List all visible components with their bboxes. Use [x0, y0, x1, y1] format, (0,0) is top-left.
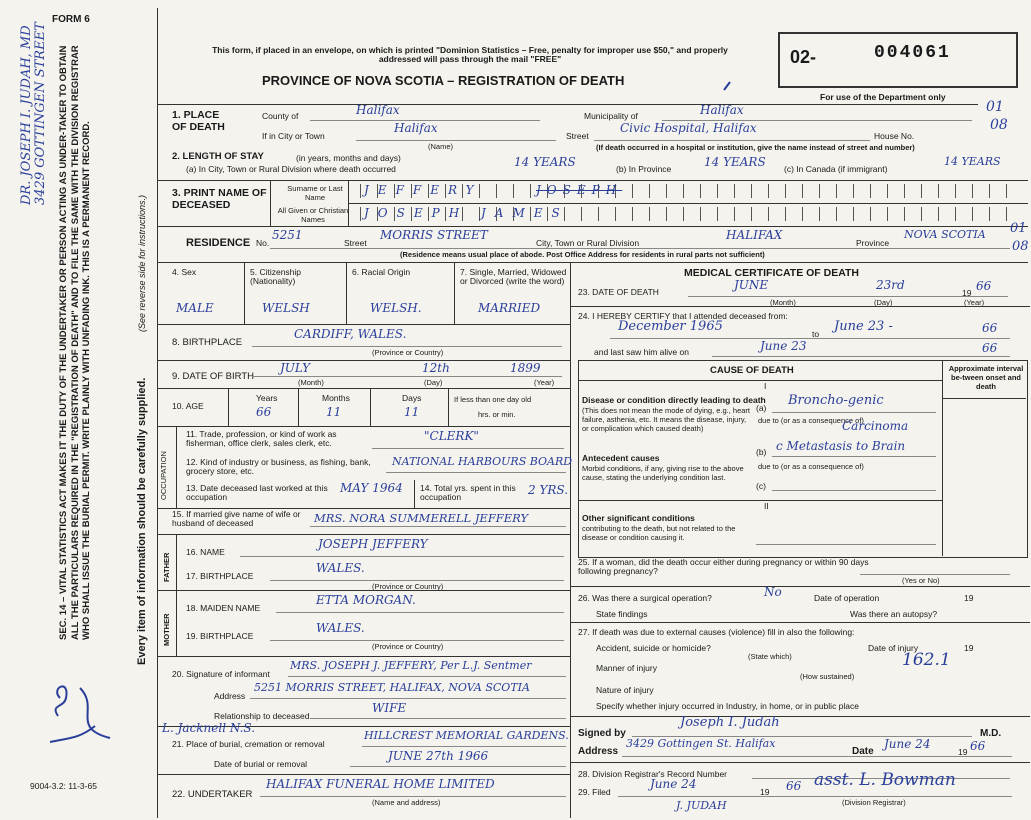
marital-status-value: MARRIED	[478, 301, 541, 315]
mother-side-label: MOTHER	[162, 613, 171, 646]
last-worked-value: MAY 1964	[340, 481, 403, 495]
place-of-death-label: 1. PLACE OF DEATH	[172, 109, 225, 133]
less-day-label: If less than one day old	[454, 395, 532, 404]
filed-label: 29. Filed	[578, 787, 611, 797]
cause-c-marker: (c)	[756, 481, 766, 491]
pregnancy-label: 25. If a woman, did the death occur either during pregnancy or within 90 days following pregnancy?	[578, 557, 869, 577]
informant-address: 5251 MORRIS STREET, HALIFAX, NOVA SCOTIA	[254, 681, 530, 694]
undertaker-caption: (Name and address)	[372, 798, 441, 807]
cause-of-death-header: CAUSE OF DEATH	[710, 365, 794, 376]
residence-province-value: NOVA SCOTIA	[904, 228, 986, 241]
reg-prefix: 02-	[790, 47, 817, 67]
birthplace-value: CARDIFF, WALES.	[294, 327, 407, 341]
cause-a-value: Broncho-genic	[788, 393, 884, 408]
spouse-value: MRS. NORA SUMMERELL JEFFERY	[314, 511, 529, 525]
father-birthplace-value: WALES.	[316, 561, 365, 575]
signed-by-label: Signed by	[578, 728, 626, 739]
md-label: M.D.	[980, 728, 1002, 739]
print-name-label: 3. PRINT NAME OF DECEASED	[172, 187, 267, 211]
mother-birthplace-value: WALES.	[316, 621, 365, 635]
injury-year-prefix: 19	[964, 643, 974, 653]
mother-name-label: 18. MAIDEN NAME	[186, 603, 261, 613]
last-worked-label: 13. Date deceased last worked at this occupation	[186, 483, 328, 503]
death-street-value: Civic Hospital, Halifax	[620, 121, 757, 135]
signed-year: 66	[970, 739, 986, 753]
hrs-min-label: hrs. or min.	[478, 410, 516, 419]
dod-year-prefix: 19	[962, 288, 972, 298]
city-value: Halifax	[394, 121, 438, 135]
supply-notice: Every item of information should be carefully supplied.	[136, 377, 148, 665]
state-which-caption: (State which)	[748, 652, 792, 661]
date-of-death-label: 23. DATE OF DEATH	[578, 287, 659, 297]
antecedent-label: Antecedent causes	[582, 453, 660, 463]
age-months-label: Months	[322, 393, 350, 403]
city-label: If in City or Town	[262, 131, 325, 141]
filed-year: 66	[786, 779, 802, 793]
reg-number: 004061	[874, 43, 951, 63]
dod-year: 66	[976, 279, 992, 293]
signed-date: June 24	[884, 737, 931, 751]
signed-date-label: Date	[852, 746, 874, 757]
burial-date-label: Date of burial or removal	[214, 759, 308, 769]
medical-certificate-header: MEDICAL CERTIFICATE OF DEATH	[684, 267, 859, 279]
municipality-label: Municipality of	[584, 111, 638, 121]
county-value: Halifax	[356, 103, 400, 117]
racial-origin-value: WELSH.	[370, 301, 422, 315]
cause-a-continued: Carcinoma	[842, 419, 909, 433]
residence-no-label: No.	[256, 238, 270, 248]
dod-month: JUNE	[734, 278, 769, 292]
birthplace-label: 8. BIRTHPLACE	[172, 337, 243, 348]
residence-no-value: 5251	[272, 228, 303, 242]
surname-value: JEFFERY	[364, 183, 483, 197]
dod-day-caption: (Day)	[874, 298, 893, 307]
stay-a-value: 14 YEARS	[514, 155, 576, 169]
direct-cause-label: Disease or condition directly leading to death	[582, 395, 766, 405]
dept-code-4: 08	[1012, 239, 1029, 254]
undertaker-value: HALIFAX FUNERAL HOME LIMITED	[266, 777, 495, 791]
burial-place-value: HILLCREST MEMORIAL GARDENS.	[364, 729, 569, 742]
sex-label: 4. Sex	[172, 267, 197, 277]
dob-label: 9. DATE OF BIRTH	[172, 371, 254, 382]
department-use-label: For use of the Department only	[820, 92, 946, 102]
how-sustained-caption: (How sustained)	[800, 672, 855, 681]
dod-month-caption: (Month)	[770, 298, 796, 307]
margin-initials-scrawl	[40, 668, 130, 748]
street-label: Street	[566, 131, 589, 141]
father-side-label: FATHER	[162, 552, 171, 582]
age-months: 11	[326, 405, 342, 419]
accident-label: Accident, suicide or homicide?	[596, 643, 711, 653]
age-years: 66	[256, 405, 272, 419]
stay-b-value: 14 YEARS	[704, 155, 766, 169]
city-name-caption: (Name)	[428, 142, 454, 151]
signed-by-value: Joseph I. Judah	[680, 715, 780, 730]
autopsy-label: Was there an autopsy?	[850, 609, 938, 619]
stay-units: (in years, months and days)	[296, 153, 401, 163]
informant-signature: MRS. JOSEPH J. JEFFERY, Per L.J. Sentmer	[290, 659, 532, 672]
residence-city-value: HALIFAX	[726, 228, 783, 242]
surname-label: Surname or Last Name	[287, 184, 343, 202]
total-years-label: 14. Total yrs. spent in this occupation	[420, 483, 516, 503]
informant-signature-label: 20. Signature of informant	[172, 669, 270, 679]
form-print-code: 9004-3.2: 11-3-65	[30, 781, 97, 791]
form-title: PROVINCE OF NOVA SCOTIA – REGISTRATION OF DEATH	[262, 73, 625, 88]
last-saw-year: 66	[982, 341, 998, 355]
residence-street-value: MORRIS STREET	[380, 228, 488, 242]
total-years-value: 2 YRS.	[528, 483, 569, 497]
house-no-label: House No.	[874, 131, 915, 141]
municipality-value: Halifax	[700, 103, 744, 117]
manner-label: Manner of injury	[596, 663, 657, 673]
trade-label: 11. Trade, profession, or kind of work as fisherman, office clerk, sales clerk, etc.	[186, 429, 337, 449]
relationship-label: Relationship to deceased	[214, 711, 310, 721]
registrar-caption: (Division Registrar)	[842, 798, 906, 807]
record-number-label: 28. Division Registrar's Record Number	[578, 769, 728, 779]
manner-code: 162.1	[902, 650, 951, 670]
dob-year: 1899	[510, 361, 541, 375]
stay-c-value: 14 YEARS	[944, 155, 1001, 168]
informant-address-label: Address	[214, 691, 246, 701]
mother-name-value: ETTA MORGAN.	[316, 593, 416, 607]
dob-day: 12th	[422, 361, 450, 375]
sex-value: MALE	[176, 301, 214, 315]
other-conditions-label: Other significant conditions	[582, 513, 695, 523]
antecedent-note: Morbid conditions, if any, giving rise to the above cause, stating the underlying condition last.	[582, 464, 744, 482]
signed-year-prefix: 19	[958, 747, 968, 757]
registration-number-box	[778, 32, 1018, 88]
op-year-prefix: 19	[964, 593, 974, 603]
father-name-value: JOSEPH JEFFERY	[318, 537, 428, 551]
stay-a-label: (a) In City, Town or Rural Division where death occurred	[186, 164, 396, 174]
residence-label: RESIDENCE	[186, 237, 251, 249]
margin-handwritten-address: DR. JOSEPH I. JUDAH, MD 3429 GOTTINGEN STREET	[19, 22, 49, 205]
dept-code-1: 01	[986, 99, 1004, 115]
length-of-stay-label: 2. LENGTH OF STAY	[172, 151, 264, 162]
registrar-signature: asst. L. Bowman	[814, 770, 956, 790]
age-days-label: Days	[402, 393, 422, 403]
cause-a-marker: (a)	[756, 403, 767, 413]
father-birthplace-label: 17. BIRTHPLACE	[186, 571, 254, 581]
hospital-note: (If death occurred in a hospital or institution, give the name instead of street and number)	[596, 143, 915, 152]
physician-address: 3429 Gottingen St. Halifax	[626, 737, 776, 750]
dob-day-caption: (Day)	[424, 378, 443, 387]
occupation-side-label: OCCUPATION	[159, 451, 168, 500]
citizenship-label: 5. Citizenship (Nationality)	[250, 267, 302, 287]
attended-to-label: to	[812, 329, 820, 339]
stay-b-label: (b) In Province	[616, 164, 672, 174]
given-names-label: All Given or Christian Names	[277, 206, 349, 224]
attended-to: June 23 -	[834, 319, 893, 334]
form-number: FORM 6	[52, 14, 90, 25]
undertaker-label: 22. UNDERTAKER	[172, 789, 253, 800]
attended-from: December 1965	[618, 319, 723, 334]
last-saw-label: and last saw him alive on	[594, 347, 689, 357]
other-conditions-note: contributing to the death, but not related to the disease or condition causing it.	[582, 524, 736, 542]
reverse-note: (See reverse side for instructions.)	[137, 194, 147, 332]
age-days: 11	[404, 405, 420, 419]
postal-note: This form, if placed in an envelope, on which is printed "Dominion Statistics – Free, penalty for improper use $50," and properly addressed will pass through the mail "FREE"	[212, 45, 728, 65]
stay-c-label: (c) In Canada (if immigrant)	[784, 164, 888, 174]
burial-date-value: JUNE 27th 1966	[388, 749, 489, 763]
industry-label: 12. Kind of industry or business, as fishing, bank, grocery store, etc.	[186, 457, 371, 477]
certify-label: 24. I HEREBY CERTIFY that I attended deceased from:	[578, 311, 788, 321]
yes-no-caption: (Yes or No)	[902, 576, 940, 585]
state-findings-label: State findings	[596, 609, 648, 619]
cause-b-value: c Metastasis to Brain	[776, 439, 906, 453]
spouse-label: 15. If married give name of wife or husband of deceased	[172, 509, 301, 529]
birthplace-caption: (Province or Country)	[372, 348, 444, 357]
residence-province-label: Province	[856, 238, 890, 248]
mother-bp-caption: (Province or Country)	[372, 642, 444, 651]
interval-header: Approximate interval be-tween onset and death	[948, 364, 1024, 391]
dob-year-caption: (Year)	[534, 378, 555, 387]
cause-b-marker: (b)	[756, 447, 767, 457]
residence-street-label: Street	[344, 238, 367, 248]
age-label: 10. AGE	[172, 401, 204, 411]
attended-year: 66	[982, 321, 998, 335]
dept-code-2: 08	[990, 117, 1008, 133]
given-names-value: JOSEPH JAMES	[364, 206, 569, 220]
industry-value: NATIONAL HARBOURS BOARD	[392, 455, 573, 468]
surgery-value: No	[764, 585, 782, 599]
part-one-label: I	[764, 381, 767, 391]
marital-status-label: 7. Single, Married, Widowed or Divorced (write the word)	[460, 267, 567, 287]
physician-address-label: Address	[578, 746, 619, 757]
check-mark	[722, 78, 738, 99]
dod-year-caption: (Year)	[964, 298, 985, 307]
father-name-label: 16. NAME	[186, 547, 225, 557]
dod-day: 23rd	[876, 278, 905, 292]
injury-date-label: Date of injury	[868, 643, 919, 653]
burial-place-label: 21. Place of burial, cremation or removal	[172, 739, 325, 749]
residence-city-label: City, Town or Rural Division	[536, 238, 640, 248]
county-label: County of	[262, 111, 299, 121]
surname-struck: JOSEPH	[536, 183, 623, 197]
due-to-b: due to (or as a consequence of)	[758, 462, 864, 471]
operation-date-label: Date of operation	[814, 593, 880, 603]
stamp-name: J. JUDAH	[676, 799, 727, 812]
law-notice: SEC. 14 – VITAL STATISTICS ACT MAKES IT THE DUTY OF THE UNDERTAKER OR PERSON ACTING AS UNDER-TAKER TO OBTAIN ALL THE PARTICULARS REQUIRED IN THE "REGISTRATION OF DEATH" AND TO FILE THE SAME WITH THE DIVISION REGISTRAR WHO SHALL ISSUE THE BURIAL PERMIT. WRITE PLAINLY WITH UNFADING INK. THIS IS A PERMANENT RECORD.	[58, 45, 93, 640]
dob-month-caption: (Month)	[298, 378, 324, 387]
residence-note: (Residence means usual place of abode. Post Office Address for residents in rural parts not sufficient)	[400, 250, 765, 259]
nature-label: Nature of injury	[596, 685, 654, 695]
citizenship-value: WELSH	[262, 301, 310, 315]
part-two-label: II	[764, 501, 769, 511]
age-years-label: Years	[256, 393, 278, 403]
due-to-a: due to (or as a consequence of)	[758, 416, 864, 425]
trade-value: "CLERK"	[424, 429, 479, 443]
last-saw-value: June 23	[760, 339, 807, 353]
relationship-value: WIFE	[372, 701, 407, 715]
direct-cause-note: (This does not mean the mode of dying, e.g., heart failure, asthenia, etc. It means the disease, injury, or complication which caused death)	[582, 406, 751, 433]
specify-label: Specify whether injury occurred in Industry, in home, or in public place	[596, 701, 859, 711]
margin-signature: L. Jacknell N.S.	[162, 721, 256, 735]
father-bp-caption: (Province or Country)	[372, 582, 444, 591]
dob-month: JULY	[280, 361, 311, 375]
surgery-label: 26. Was there a surgical operation?	[578, 593, 712, 603]
racial-origin-label: 6. Racial Origin	[352, 267, 411, 277]
external-causes-label: 27. If death was due to external causes (violence) fill in also the following:	[578, 627, 855, 637]
filed-date: June 24	[650, 777, 697, 791]
mother-birthplace-label: 19. BIRTHPLACE	[186, 631, 254, 641]
dept-code-3: 01	[1010, 221, 1027, 236]
filed-year-prefix: 19	[760, 787, 770, 797]
